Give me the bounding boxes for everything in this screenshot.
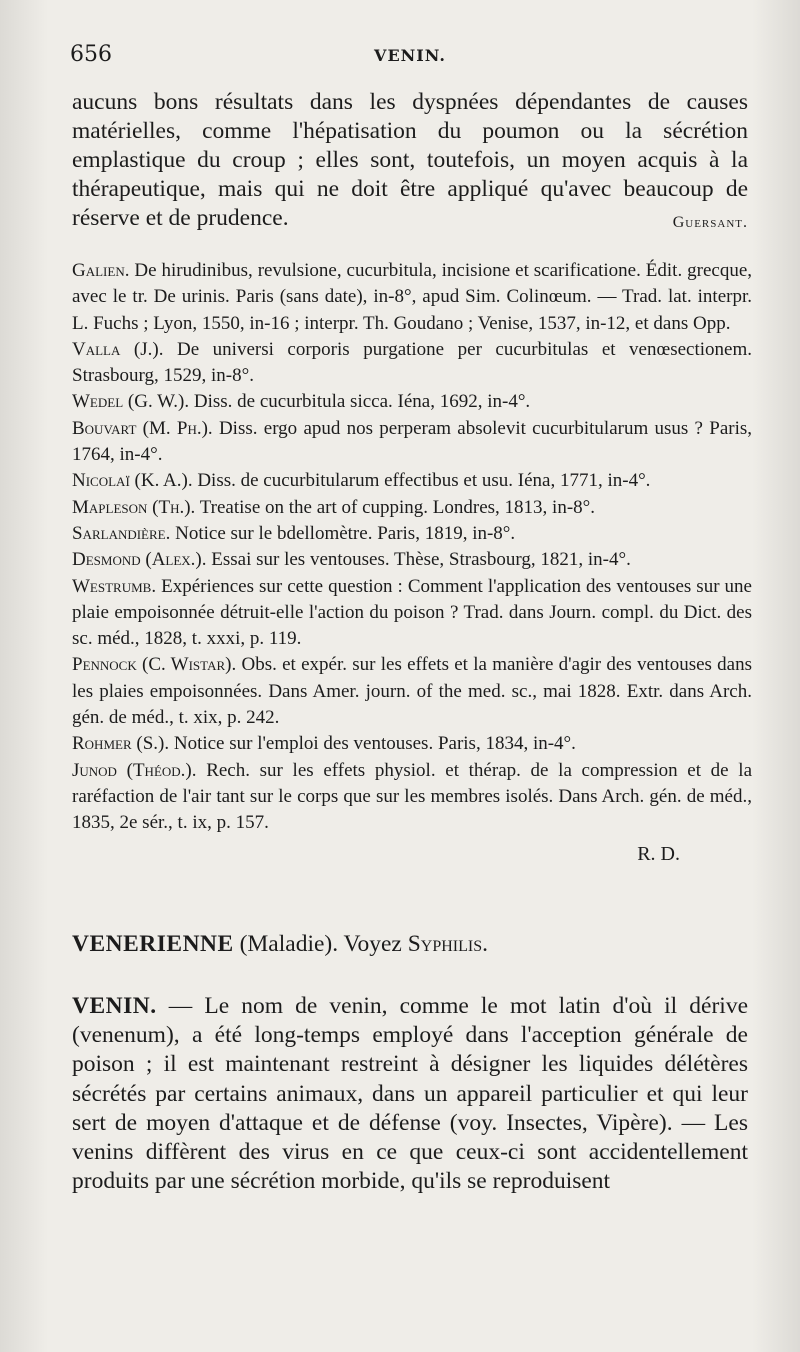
bib-entry	[72, 416, 752, 469]
bib-entry	[72, 468, 752, 494]
bib-entry	[72, 758, 752, 837]
bib-text: Diss. ergo apud nos perperam absolevit cucurbitularum usus ? Paris, 1764, in-4°.	[72, 417, 753, 466]
bib-text: Obs. et expér. sur les effets et la manière d'agir des ventouses dans les plaies empoisonnées. Dans Amer. journ. of the med. sc., mai 1828. Extr. dans Arch. gén. de méd., t. xix, p. 242.	[72, 654, 753, 729]
bib-entry	[72, 389, 752, 415]
entry-headword: VENERIENNE	[72, 931, 234, 957]
bib-text: Rech. sur les effets physiol. et thérap. de la compression et de la raréfaction de l'air tant sur le corps que sur les membres isolés. Dans Arch. gén. de méd., 1835, 2e sér., t. ix, p. 157.	[72, 759, 753, 834]
bib-entry	[72, 731, 752, 757]
entry-venin	[72, 992, 748, 1196]
paragraph-continuation	[72, 88, 748, 237]
bib-author: Rohmer (S.).	[72, 733, 170, 755]
cross-reference: Syphilis.	[407, 931, 489, 957]
bib-author: Westrumb.	[72, 575, 157, 597]
bib-author: Sarlandière.	[72, 522, 171, 544]
bib-author: Desmond (Alex.).	[72, 549, 207, 571]
bib-author: Bouvart (M. Ph.).	[72, 417, 213, 439]
bib-text: Expériences sur cette question : Comment l'application des ventouses sur une plaie empoisonnée détruit-elle l'action du poison ? Trad. dans Journ. compl. du Dict. des sc. méd., 1828, t. xxxi, p. 119.	[72, 575, 752, 650]
running-head: VENIN.	[374, 46, 446, 65]
bib-text: Diss. de cucurbitularum effectibus et usu. Iéna, 1771, in-4°.	[197, 470, 651, 492]
bib-author: Nicolaï (K. A.).	[72, 470, 193, 492]
bib-entry	[72, 495, 752, 521]
bib-author: Valla (J.).	[72, 338, 164, 360]
bib-text: Notice sur l'emploi des ventouses. Paris, 1834, in-4°.	[173, 733, 576, 755]
bib-entry	[72, 652, 752, 731]
bib-entry	[72, 547, 752, 573]
bib-author: Junod (Théod.).	[72, 759, 197, 781]
bib-text: Notice sur le bdellomètre. Paris, 1819, in-8°.	[175, 522, 516, 544]
bib-text: Essai sur les ventouses. Thèse, Strasbourg, 1821, in-4°.	[211, 549, 631, 571]
entry-venerienne	[72, 930, 752, 959]
bibliography	[72, 258, 752, 867]
bib-entry	[72, 337, 752, 390]
entry-text: — Le nom de venin, comme le mot latin d'où il dérive (venenum), a été long-temps employé dans l'acception générale de poison ; il est maintenant restreint à désigner les liquides délétères sécrétés par certains animaux, dans un appareil particulier et qui leur sert de moyen d'attaque et de défense (voy. Insectes, Vipère). — Les venins diffèrent des virus en ce que ceux-ci sont accidentellement produits par une sécrétion morbide, qu'ils se reproduisent	[72, 993, 749, 1195]
author-signature: Guersant.	[672, 214, 748, 231]
bib-author: Wedel (G. W.).	[72, 391, 190, 413]
bib-author: Galien.	[72, 260, 130, 281]
paragraph-text: aucuns bons résultats dans les dyspnées dépendantes de causes matérielles, comme l'hépatisation du poumon ou la sécrétion emplastique du croup ; elles sont, toutefois, un moyen acquis à la thérapeutique, mais qui ne doit être appliqué qu'avec beaucoup de réserve et de prudence.	[72, 89, 748, 231]
page-number: 656	[70, 42, 112, 67]
bib-text: Treatise on the art of cupping. Londres, 1813, in-8°.	[199, 496, 596, 518]
entry-headword: VENIN.	[72, 993, 157, 1019]
bib-author: Pennock (C. Wistar).	[72, 654, 237, 676]
bib-text: De hirudinibus, revulsione, cucurbitula, incisione et scarificatione. Édit. grecque, avec le tr. De urinis. Paris (sans date), in-8°, apud Sim. Colinœum. — Trad. lat. interpr. L. Fuchs ; Lyon, 1550, in-16 ; interpr. Th. Goudano ; Venise, 1537, in-12, et dans Opp.	[72, 260, 752, 334]
bib-entry	[72, 574, 752, 653]
bib-author: Mapleson (Th.).	[72, 496, 196, 518]
bib-entry	[72, 258, 752, 337]
bib-entry	[72, 521, 752, 547]
bib-text: De universi corporis purgatione per cucurbitulas et venœsectionem. Strasbourg, 1529, in-8°.	[72, 338, 752, 387]
page-header	[70, 42, 750, 72]
entry-text: (Maladie). Voyez	[239, 931, 402, 957]
bib-signature: R. D.	[637, 842, 680, 865]
bib-text: Diss. de cucurbitula sicca. Iéna, 1692, in-4°.	[193, 391, 531, 413]
